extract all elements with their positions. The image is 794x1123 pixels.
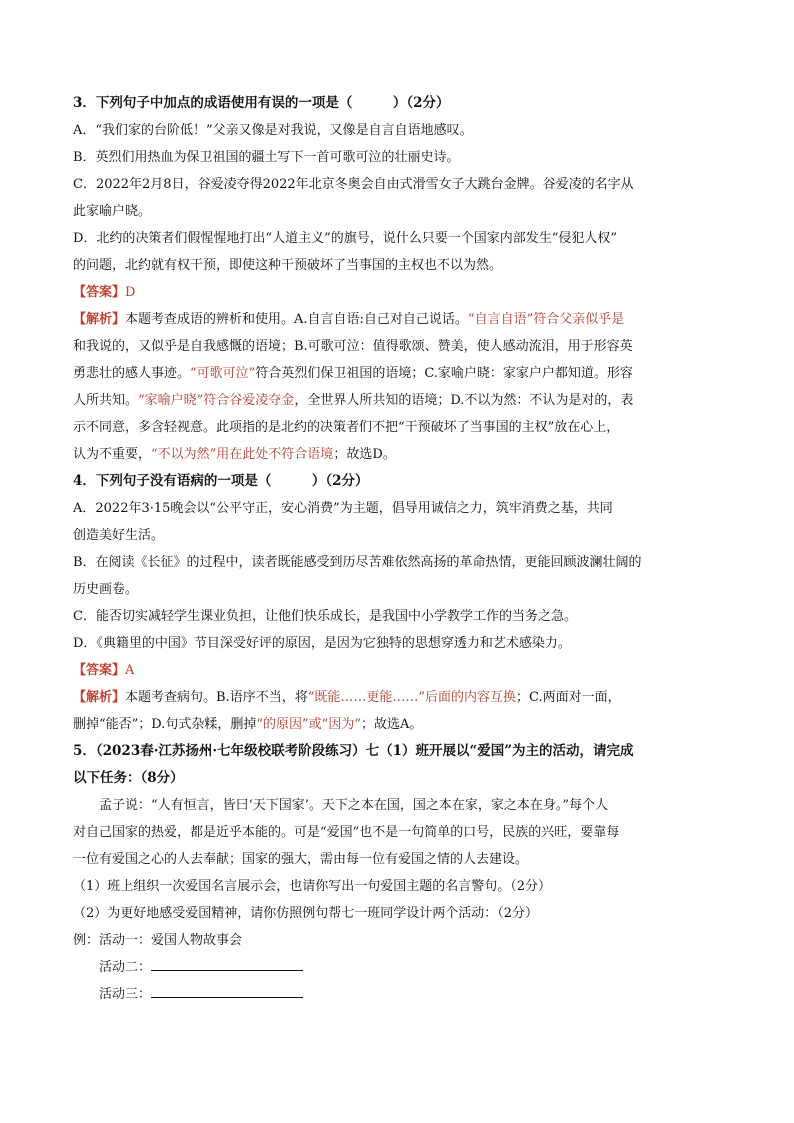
question-3-title: 3．下列句子中加点的成语使用有误的一项是（ ）（2分）	[73, 95, 450, 111]
q5-passage-line2: 对自己国家的热爱，都是近乎本能的。可是“爱国”也不是一句简单的口号，民族的兴旺，要靠每	[73, 825, 620, 840]
analysis-highlight: “家喻户晓”符合谷爱凌夺金	[138, 393, 295, 408]
q3-analysis-line3	[73, 360, 723, 387]
q4-analysis-line1	[73, 684, 723, 711]
analysis-text: 本题考查病句。B.语序不当，将	[125, 690, 308, 705]
analysis-text: ；故选A。	[360, 717, 423, 732]
document-page	[73, 90, 723, 1008]
q3-analysis-line6	[73, 441, 723, 468]
activity-label: 活动二：	[99, 960, 152, 975]
analysis-text: 符合英烈们保卫祖国的语境；C.家喻户晓：家家户户都知道。形容	[255, 366, 633, 381]
q4-option-a-line1: A．2022年3·15晚会以“公平守正，安心消费”为主题，倡导用诚信之力，筑牢消费之基，共同	[73, 501, 613, 516]
q5-passage-line1: 孟子说：“人有恒言，皆曰‘天下国家’。天下之本在国，国之本在家，家之本在身。”每个人	[99, 798, 609, 813]
q3-analysis-line2: 和我说的，又似乎是自我感慨的语境；B.可歌可泣：值得歌颂、赞美，使人感动流泪，用于形容英	[73, 339, 633, 354]
analysis-text: ；C.两面对一面，	[516, 690, 621, 705]
q3-option-d-line2: 的问题，北约就有权干预，即使这种干预破坏了当事国的主权也不以为然。	[73, 258, 503, 273]
analysis-highlight: “不以为然”用在此处不符合语境	[151, 447, 334, 462]
question-5-title-line2: 以下任务：（8分）	[73, 770, 184, 786]
q5-task-2: （2）为更好地感受爱国精神，请你仿照例句帮七一班同学设计两个活动：（2分）	[73, 906, 539, 921]
question-4-title: 4．下列句子没有语病的一项是（ ）（2分）	[73, 473, 369, 489]
q3-analysis-line5: 示不同意，多含轻视意。此项指的是北约的决策者们不把“干预破坏了当事国的主权”放在心上，	[73, 420, 620, 435]
q5-activity-3	[73, 981, 723, 1008]
q3-option-c-line1: C．2022年2月8日，谷爱凌夺得2022年北京冬奥会自由式滑雪女子大跳台金牌。谷爱凌的名字从	[73, 177, 634, 192]
activity-3-blank[interactable]	[151, 983, 303, 998]
q3-option-c-line2: 此家喻户晓。	[73, 204, 152, 219]
q4-option-d: D．《典籍里的中国》节目深受好评的原因，是因为它独特的思想穿透力和艺术感染力。	[73, 636, 571, 651]
analysis-highlight: “自言自语”符合父亲似乎是	[467, 312, 625, 327]
q5-task-1: （1）班上组织一次爱国名言展示会，也请你写出一句爱国主题的名言警句。（2分）	[73, 879, 552, 894]
analysis-text: 人所共知。	[73, 393, 139, 408]
q4-option-b-line1: B．在阅读《长征》的过程中，读者既能感受到历尽苦难依然高扬的革命热情，更能回顾波澜壮阔的	[73, 555, 642, 570]
q4-option-b-line2: 历史画卷。	[73, 582, 139, 597]
analysis-text: 认为不重要，	[73, 447, 152, 462]
answer-tag: 【答案】	[73, 285, 126, 300]
q3-option-d-line1: D．北约的决策者们假惺惺地打出“人道主义”的旗号，说什么只要一个国家内部发生“侵犯人权”	[73, 231, 618, 246]
analysis-tag: 【解析】	[73, 312, 126, 327]
analysis-text: 删掉“能否”；D.句式杂糅，删掉	[73, 717, 257, 732]
q3-analysis-line4	[73, 387, 723, 414]
analysis-text: 勇悲壮的感人事迹。	[73, 366, 191, 381]
analysis-highlight: “既能……更能……”后面的内容互换	[307, 690, 516, 705]
q4-option-c: C．能否切实减轻学生课业负担，让他们快乐成长，是我国中小学教学工作的当务之急。	[73, 609, 577, 624]
q5-activity-2	[73, 954, 723, 981]
q4-analysis-line2	[73, 711, 723, 738]
answer-tag: 【答案】	[73, 663, 126, 678]
q3-option-b: B．英烈们用热血为保卫祖国的疆土写下一首可歌可泣的壮丽史诗。	[73, 150, 460, 165]
q3-analysis-line1	[73, 306, 723, 333]
analysis-tag: 【解析】	[73, 690, 126, 705]
analysis-text: 本题考查成语的辨析和使用。A.自言自语:自己对自己说话。	[125, 312, 468, 327]
answer-value: D	[125, 285, 136, 300]
answer-value: A	[125, 663, 135, 678]
q5-example: 例：活动一：爱国人物故事会	[73, 933, 243, 948]
activity-2-blank[interactable]	[151, 956, 303, 971]
q3-answer	[73, 279, 723, 306]
q3-option-a: A．“我们家的台阶低！”父亲又像是对我说，又像是自言自语地感叹。	[73, 123, 473, 138]
q4-option-a-line2: 创造美好生活。	[73, 528, 165, 543]
analysis-highlight: “可歌可泣”	[190, 366, 256, 381]
analysis-text: ；故选D。	[333, 447, 396, 462]
q5-passage-line3: 一位有爱国之心的人去奉献；国家的强大，需由每一位有爱国之情的人去建设。	[73, 852, 529, 867]
activity-label: 活动三：	[99, 987, 152, 1002]
analysis-text: ，全世界人所共知的语境；D.不以为然：不认为是对的，表	[294, 393, 634, 408]
q4-answer	[73, 657, 723, 684]
question-5-title-line1: 5．（2023春·江苏扬州·七年级校联考阶段练习）七（1）班开展以“爱国”为主的活动，请完成	[73, 743, 634, 759]
analysis-highlight: “的原因”或“因为”	[256, 717, 361, 732]
